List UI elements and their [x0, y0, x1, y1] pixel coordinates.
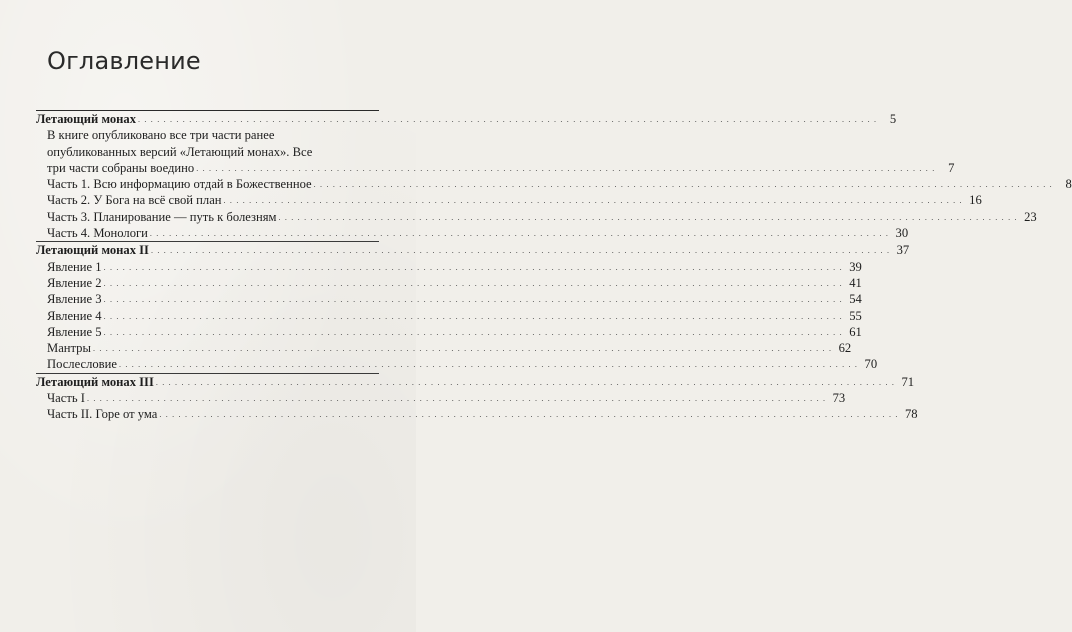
leader-dots	[93, 344, 832, 354]
toc-item	[36, 275, 862, 291]
toc-item-title: Явление 2	[47, 275, 102, 290]
toc-page-number: 41	[849, 275, 862, 290]
leader-dots	[104, 328, 843, 338]
toc-page-number: 61	[849, 324, 862, 339]
toc-item-title: Явление 1	[47, 259, 102, 274]
toc-page-number: 5	[889, 112, 897, 126]
toc-section-1	[36, 110, 897, 127]
toc-item	[36, 176, 1072, 192]
toc-item	[36, 390, 846, 406]
leader-dots	[224, 196, 963, 206]
toc-page-number: 7	[948, 160, 955, 175]
toc-page-number: 71	[901, 374, 915, 389]
toc-page-number: 39	[849, 259, 862, 274]
toc-item-title: Часть 2. У Бога на всё свой план	[47, 193, 222, 208]
leader-dots	[104, 295, 843, 305]
toc-item	[36, 308, 862, 324]
toc-page-number: 8	[1065, 177, 1072, 192]
table-of-contents	[36, 110, 1072, 423]
toc-item-title: Мантры	[47, 341, 91, 356]
toc-intro-entry	[36, 127, 955, 176]
toc-item	[36, 259, 862, 275]
toc-section-2	[36, 241, 910, 258]
toc-page-number: 54	[849, 292, 862, 307]
toc-item	[36, 406, 918, 422]
toc-section-title: Летающий монах	[36, 112, 136, 126]
toc-item-title: Часть II. Горе от ума	[47, 407, 158, 422]
toc-item	[36, 209, 1037, 225]
leader-dots	[104, 279, 843, 289]
toc-section-title: Летающий монах III	[36, 374, 154, 389]
toc-item-title: Явление 3	[47, 292, 102, 307]
toc-page-number: 30	[895, 226, 909, 241]
leader-dots	[119, 360, 858, 370]
toc-item	[36, 291, 862, 307]
toc-item-title: Часть I	[47, 391, 85, 406]
toc-page-number: 55	[849, 308, 862, 323]
toc-intro-line-2: опубликованных версий «Летающий монах». Все	[47, 144, 313, 159]
leader-dots	[314, 180, 1053, 190]
toc-item	[36, 356, 878, 372]
leader-dots	[156, 378, 895, 388]
toc-section-title: Летающий монах II	[36, 243, 149, 258]
toc-page-number: 70	[864, 357, 878, 372]
leader-dots	[196, 164, 935, 174]
toc-page-number: 62	[838, 341, 852, 356]
toc-item	[36, 324, 862, 340]
leader-dots	[151, 246, 890, 256]
toc-item-title: Часть 4. Монологи	[47, 226, 148, 241]
toc-intro-line-3-text: три части собраны воедино	[47, 160, 195, 175]
page-title: Оглавление	[47, 47, 201, 75]
toc-page-number: 78	[904, 407, 918, 422]
toc-page-number: 23	[1024, 209, 1037, 224]
toc-item-title: Часть 3. Планирование — путь к болезням	[47, 209, 277, 224]
toc-item	[36, 340, 852, 356]
toc-item	[36, 225, 909, 241]
toc-item	[36, 192, 982, 208]
toc-item-title: Явление 4	[47, 308, 102, 323]
leader-dots	[104, 263, 843, 273]
toc-section-3	[36, 373, 915, 390]
toc-intro-line-1: В книге опубликовано все три части ранее	[47, 128, 275, 143]
leader-dots	[159, 410, 898, 420]
toc-item-title: Часть 1. Всю информацию отдай в Божественное	[47, 177, 312, 192]
toc-item-title: Послесловие	[47, 357, 117, 372]
leader-dots	[278, 213, 1017, 223]
leader-dots	[87, 394, 826, 404]
toc-page-number: 16	[969, 193, 982, 208]
leader-dots	[150, 229, 889, 239]
toc-page-number: 73	[832, 391, 846, 406]
toc-item-title: Явление 5	[47, 324, 102, 339]
toc-page-number: 37	[896, 243, 910, 258]
toc-intro-line-3	[47, 160, 955, 176]
leader-dots	[138, 115, 877, 125]
leader-dots	[104, 312, 843, 322]
